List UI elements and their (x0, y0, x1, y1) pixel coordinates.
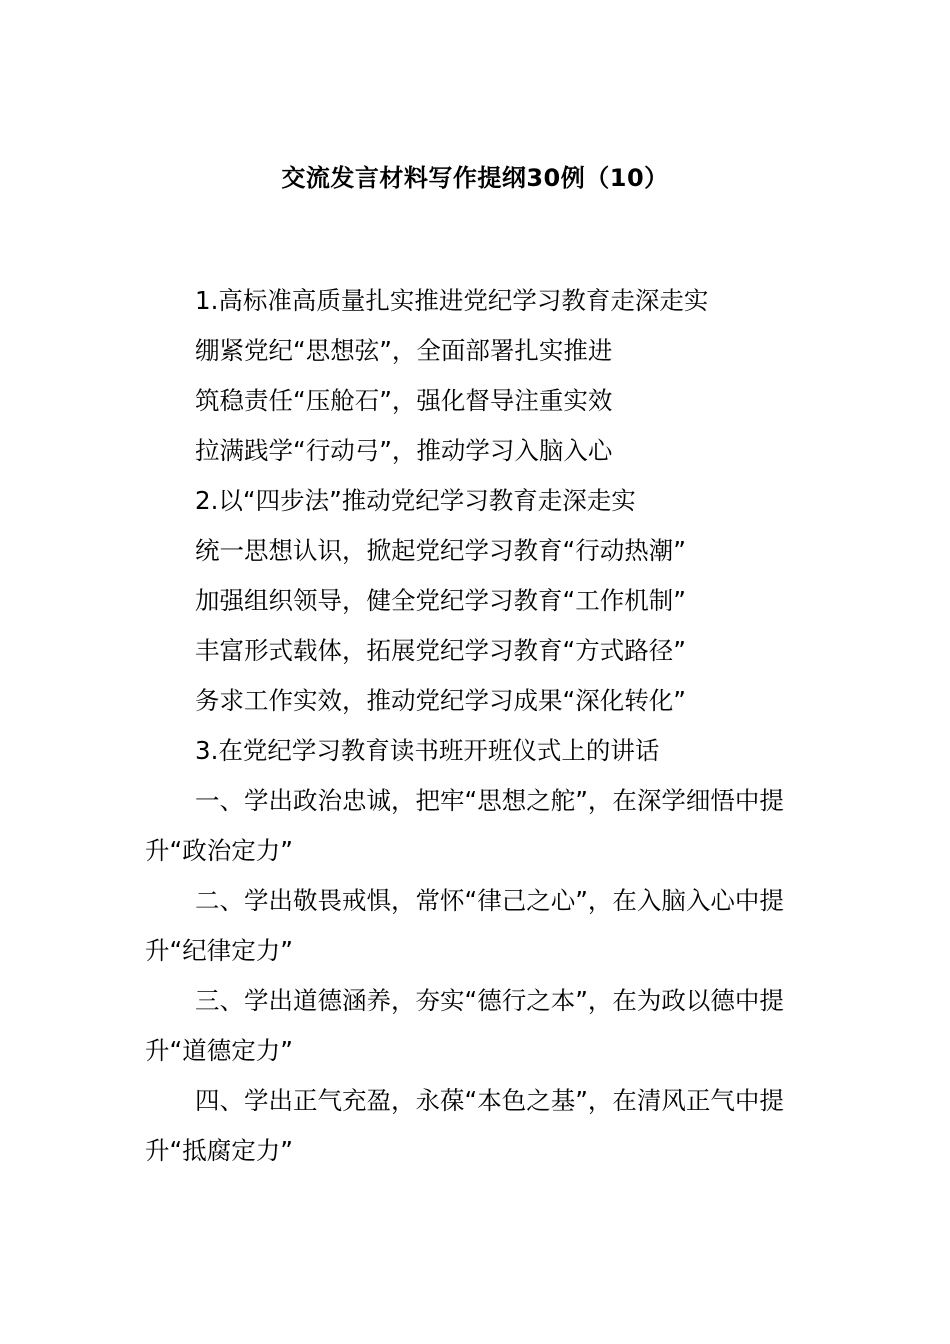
outline-item: 三、学出道德涵养，夯实“德行之本”，在为政以德中提升“道德定力” (145, 986, 784, 1065)
outline-item: 拉满践学“行动弓”，推动学习入脑入心 (195, 436, 613, 465)
outline-heading-2: 2.以“四步法”推动党纪学习教育走深走实 (195, 486, 636, 515)
outline-item: 二、学出敬畏戒惧，常怀“律己之心”，在入脑入心中提升“纪律定力” (145, 886, 784, 965)
outline-heading-1: 1.高标准高质量扎实推进党纪学习教育走深走实 (195, 286, 709, 315)
outline-item: 四、学出正气充盈，永葆“本色之基”，在清风正气中提升“抵腐定力” (145, 1086, 784, 1165)
outline-item: 筑稳责任“压舱石”，强化督导注重实效 (195, 386, 613, 415)
outline-heading-3: 3.在党纪学习教育读书班开班仪式上的讲话 (195, 736, 660, 765)
outline-item: 统一思想认识，掀起党纪学习教育“行动热潮” (195, 536, 686, 565)
outline-item: 务求工作实效，推动党纪学习成果“深化转化” (195, 686, 686, 715)
outline-item: 绷紧党纪“思想弦”，全面部署扎实推进 (195, 336, 613, 365)
document-body (145, 276, 810, 1176)
document-title: 交流发言材料写作提纲30例（10） (281, 164, 669, 192)
outline-item: 丰富形式载体，拓展党纪学习教育“方式路径” (195, 636, 686, 665)
outline-item: 一、学出政治忠诚，把牢“思想之舵”，在深学细悟中提升“政治定力” (145, 786, 784, 865)
outline-item: 加强组织领导，健全党纪学习教育“工作机制” (195, 586, 686, 615)
